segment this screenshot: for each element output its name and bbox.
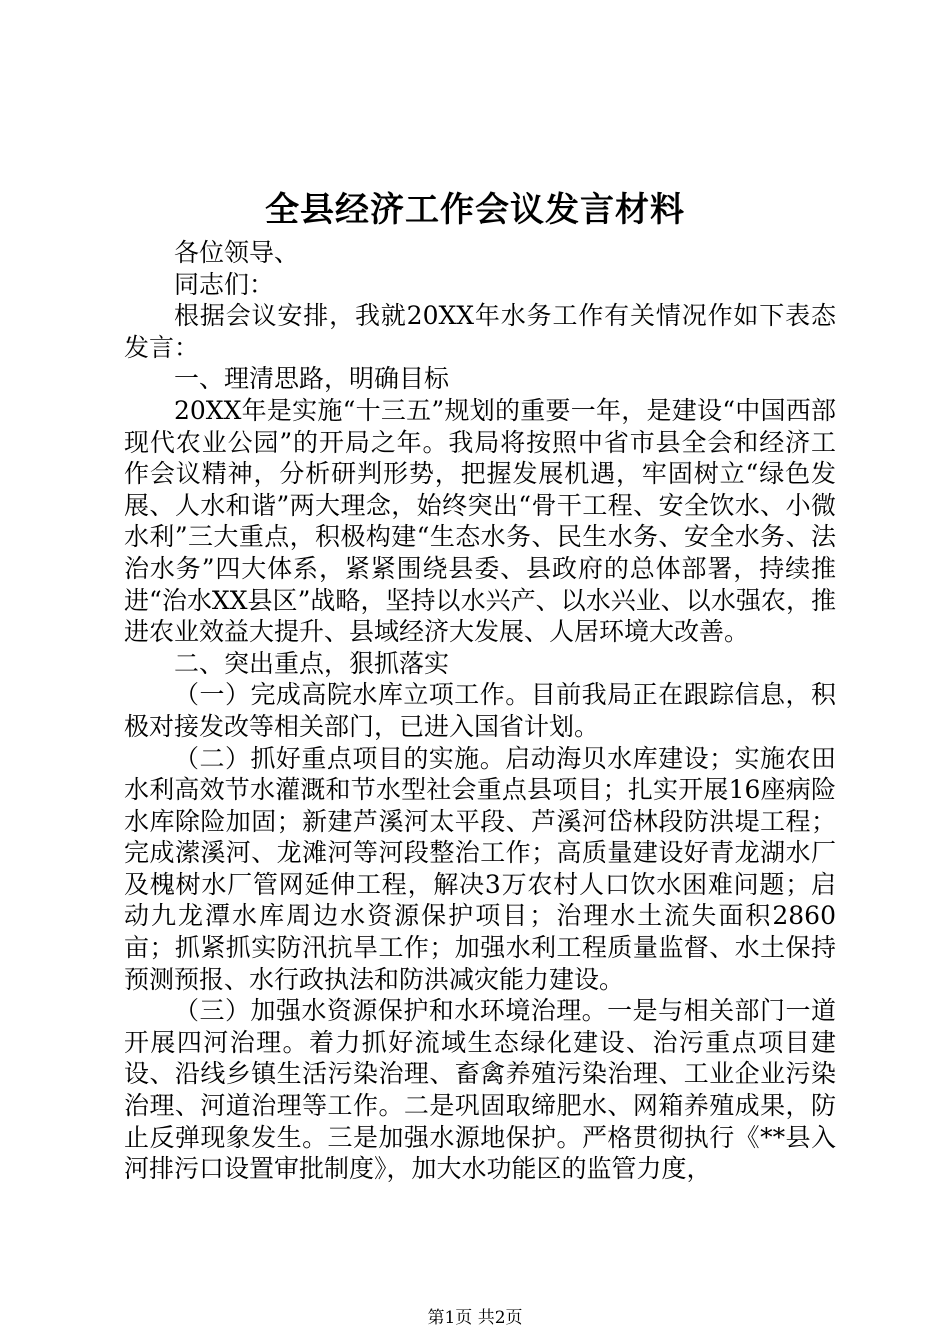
page-number-footer: 第1页 共2页 — [427, 1308, 523, 1328]
item-2-paragraph: （二）抓好重点项目的实施。启动海贝水库建设；实施农田水利高效节水灌溉和节水型社会重点县项目；扎实开展16座病险水库除险加固；新建芦溪河太平段、芦溪河岱林段防洪堤工程；完成潆溪河、龙滩河等河段整治工作；高质量建设好青龙湖水厂及槐树水厂管网延伸工程，解决3万农村人口饮水困难问题；启动九龙潭水库周边水资源保护项目；治理水土流失面积2860亩；抓紧抓实防汛抗旱工作；加强水利工程质量监督、水土保持预测预报、水行政执法和防洪减灾能力建设。 — [124, 743, 836, 994]
item-1-paragraph: （一）完成高院水库立项工作。目前我局正在跟踪信息，积极对接发改等相关部门，已进入国省计划。 — [124, 680, 836, 741]
salutation-leaders: 各位领导、 — [174, 238, 300, 267]
salutation-comrades: 同志们： — [174, 269, 275, 299]
document-body — [124, 237, 836, 1185]
intro-paragraph: 根据会议安排，我就20XX年水务工作有关情况作如下表态发言： — [124, 301, 836, 362]
section-heading-1: 一、理清思路，明确目标 — [174, 364, 450, 394]
section-1-paragraph: 20XX年是实施“十三五”规划的重要一年，是建设“中国西部现代农业公园”的开局之年。我局将按照中省市县全会和经济工作会议精神，分析研判形势，把握发展机遇，牢固树立“绿色发展、人水和谐”两大理念，始终突出“骨干工程、安全饮水、小微水利”三大重点，积极构建“生态水务、民生水务、安全水务、法治水务”四大体系，紧紧围绕县委、县政府的总体部署，持续推进“治水XX县区”战略，坚持以水兴产、以水兴业、以水强农，推进农业效益大提升、县域经济大发展、人居环境大改善。 — [124, 395, 836, 647]
section-heading-2: 二、突出重点，狠抓落实 — [174, 648, 450, 678]
item-3-paragraph: （三）加强水资源保护和水环境治理。一是与相关部门一道开展四河治理。着力抓好流域生态绿化建设、治污重点项目建设、沿线乡镇生活污染治理、畜禽养殖污染治理、工业企业污染治理、河道治理等工作。二是巩固取缔肥水、网箱养殖成果，防止反弹现象发生。三是加强水源地保护。严格贯彻执行《**县入河排污口设置审批制度》，加大水功能区的监管力度， — [124, 996, 836, 1184]
document-title: 全县经济工作会议发言材料 — [265, 190, 685, 230]
